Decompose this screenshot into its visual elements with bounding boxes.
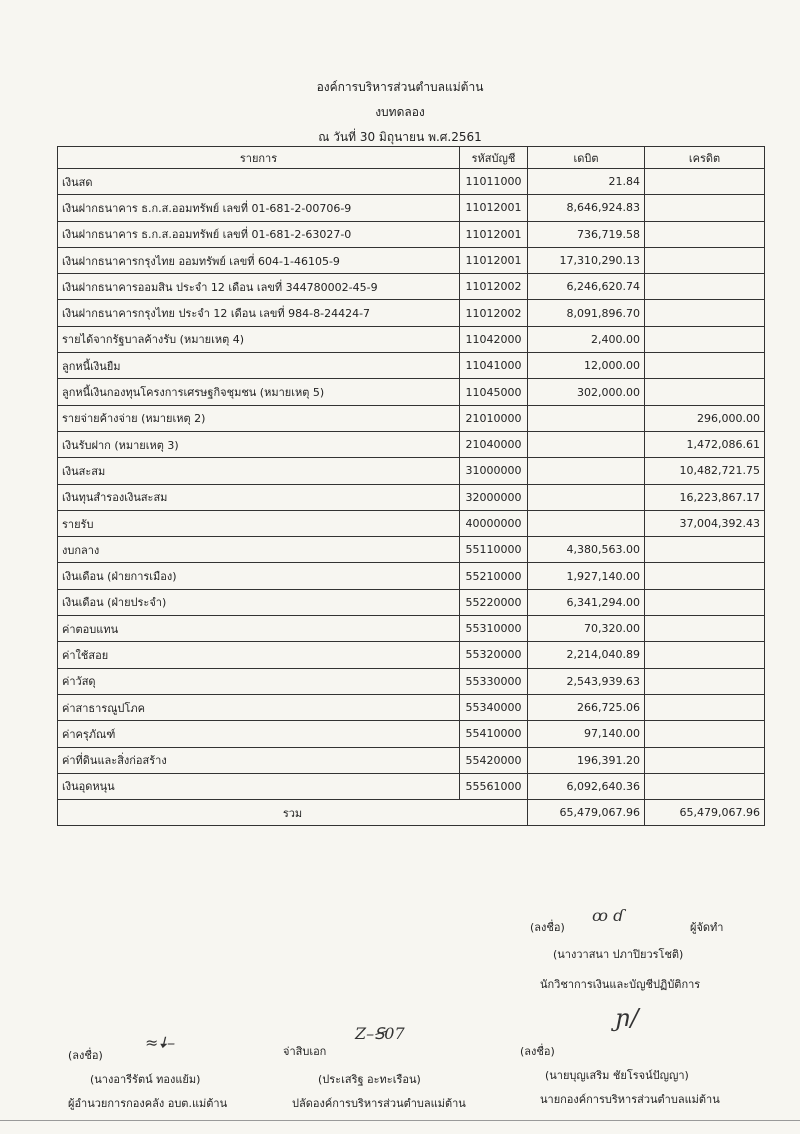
finance-director-sign-prefix: (ลงชื่อ) — [68, 1049, 103, 1062]
row-credit — [645, 221, 765, 247]
deputy-name: (ประเสริฐ อะทะเรือน) — [318, 1073, 421, 1086]
row-credit — [645, 563, 765, 589]
row-credit — [645, 274, 765, 300]
row-code: 55410000 — [460, 721, 528, 747]
row-code: 11012001 — [460, 195, 528, 221]
chief-sign-prefix: (ลงชื่อ) — [520, 1045, 555, 1058]
row-code: 11012001 — [460, 221, 528, 247]
row-item: ค่าวัสดุ — [58, 668, 460, 694]
row-debit — [528, 458, 645, 484]
row-credit — [645, 537, 765, 563]
row-debit: 736,719.58 — [528, 221, 645, 247]
chief-position: นายกองค์การบริหารส่วนตำบลแม่ต้าน — [540, 1093, 720, 1106]
row-debit — [528, 484, 645, 510]
finance-director-signature: ≈🠇– — [145, 1033, 176, 1052]
preparer-position: นักวิชาการเงินและบัญชีปฏิบัติการ — [540, 978, 701, 991]
row-debit: 12,000.00 — [528, 353, 645, 379]
table-row — [58, 274, 765, 300]
row-code: 55110000 — [460, 537, 528, 563]
row-item: ค่าใช้สอย — [58, 642, 460, 668]
table-row — [58, 642, 765, 668]
preparer-signature: ꝏ ɗ — [592, 906, 624, 925]
chief-signature: ɲ/ — [615, 1004, 639, 1032]
row-debit: 2,214,040.89 — [528, 642, 645, 668]
table-row — [58, 484, 765, 510]
row-code: 11012002 — [460, 274, 528, 300]
table-row — [58, 510, 765, 536]
preparer-sign-prefix: (ลงชื่อ) — [530, 921, 565, 934]
row-item: ค่าครุภัณฑ์ — [58, 721, 460, 747]
row-credit — [645, 642, 765, 668]
row-debit: 6,092,640.36 — [528, 773, 645, 799]
row-debit: 8,091,896.70 — [528, 300, 645, 326]
row-item: รายจ่ายค้างจ่าย (หมายเหตุ 2) — [58, 405, 460, 431]
row-item: เงินฝากธนาคารออมสิน ประจำ 12 เดือน เลขที่ 344780002-45-9 — [58, 274, 460, 300]
row-debit: 196,391.20 — [528, 747, 645, 773]
table-row — [58, 773, 765, 799]
row-credit — [645, 247, 765, 273]
table-row — [58, 721, 765, 747]
row-debit: 8,646,924.83 — [528, 195, 645, 221]
row-debit — [528, 405, 645, 431]
row-item: ค่าที่ดินและสิ่งก่อสร้าง — [58, 747, 460, 773]
row-item: เงินเดือน (ฝ่ายการเมือง) — [58, 563, 460, 589]
document-date: ณ วันที่ 30 มิถุนายน พ.ศ.2561 — [318, 130, 482, 144]
row-code: 55310000 — [460, 616, 528, 642]
row-code: 11042000 — [460, 326, 528, 352]
table-row — [58, 247, 765, 273]
row-debit: 70,320.00 — [528, 616, 645, 642]
table-row — [58, 747, 765, 773]
row-code: 55210000 — [460, 563, 528, 589]
row-code: 55330000 — [460, 668, 528, 694]
row-code: 11012001 — [460, 247, 528, 273]
row-code: 55420000 — [460, 747, 528, 773]
row-item: เงินฝากธนาคาร ธ.ก.ส.ออมทรัพย์ เลขที่ 01-681-2-00706-9 — [58, 195, 460, 221]
row-credit: 1,472,086.61 — [645, 431, 765, 457]
row-code: 55340000 — [460, 694, 528, 720]
row-debit: 2,400.00 — [528, 326, 645, 352]
total-row — [58, 800, 765, 826]
row-debit: 21.84 — [528, 169, 645, 195]
deputy-signature: Z–Ꞩ07 — [355, 1024, 405, 1043]
row-item: เงินเดือน (ฝ่ายประจำ) — [58, 589, 460, 615]
table-header-row — [58, 147, 765, 169]
row-credit — [645, 353, 765, 379]
org-name: องค์การบริหารส่วนตำบลแม่ต้าน — [316, 80, 484, 94]
row-credit — [645, 773, 765, 799]
page-edge — [0, 1120, 800, 1121]
column-header-code: รหัสบัญชี — [460, 147, 528, 169]
finance-director-name: (นางอารีรัตน์ ทองแย้ม) — [90, 1073, 201, 1086]
row-code: 11012002 — [460, 300, 528, 326]
table-row — [58, 169, 765, 195]
trial-balance-table — [57, 146, 765, 826]
row-code: 21040000 — [460, 431, 528, 457]
table-row — [58, 431, 765, 457]
row-debit: 97,140.00 — [528, 721, 645, 747]
row-code: 32000000 — [460, 484, 528, 510]
chief-name: (นายบุญเสริม ชัยโรจน์ปัญญา) — [545, 1069, 689, 1082]
table-row — [58, 221, 765, 247]
total-credit: 65,479,067.96 — [645, 800, 765, 826]
column-header-item: รายการ — [58, 147, 460, 169]
row-credit — [645, 616, 765, 642]
row-item: เงินฝากธนาคารกรุงไทย ออมทรัพย์ เลขที่ 604-1-46105-9 — [58, 247, 460, 273]
row-item: เงินฝากธนาคาร ธ.ก.ส.ออมทรัพย์ เลขที่ 01-681-2-63027-0 — [58, 221, 460, 247]
row-debit: 2,543,939.63 — [528, 668, 645, 694]
finance-director-position: ผู้อำนวยการกองคลัง อบต.แม่ต้าน — [68, 1097, 228, 1110]
row-credit: 296,000.00 — [645, 405, 765, 431]
table-row — [58, 563, 765, 589]
row-debit: 266,725.06 — [528, 694, 645, 720]
table-row — [58, 694, 765, 720]
row-debit — [528, 510, 645, 536]
row-debit: 302,000.00 — [528, 379, 645, 405]
row-item: ลูกหนี้เงินกองทุนโครงการเศรษฐกิจชุมชน (หมายเหตุ 5) — [58, 379, 460, 405]
row-item: เงินอุดหนุน — [58, 773, 460, 799]
row-credit: 10,482,721.75 — [645, 458, 765, 484]
row-credit: 16,223,867.17 — [645, 484, 765, 510]
table-row — [58, 300, 765, 326]
row-debit: 1,927,140.00 — [528, 563, 645, 589]
table-row — [58, 589, 765, 615]
table-row — [58, 405, 765, 431]
column-header-debit: เดบิต — [528, 147, 645, 169]
row-item: เงินรับฝาก (หมายเหตุ 3) — [58, 431, 460, 457]
row-credit — [645, 379, 765, 405]
row-item: เงินสะสม — [58, 458, 460, 484]
table-row — [58, 458, 765, 484]
row-debit: 6,341,294.00 — [528, 589, 645, 615]
row-code: 11041000 — [460, 353, 528, 379]
table-row — [58, 379, 765, 405]
total-label: รวม — [58, 800, 528, 826]
row-item: ค่าตอบแทน — [58, 616, 460, 642]
deputy-rank: จ่าสิบเอก — [283, 1045, 327, 1058]
row-code: 11045000 — [460, 379, 528, 405]
column-header-credit: เครดิต — [645, 147, 765, 169]
row-item: งบกลาง — [58, 537, 460, 563]
row-item: เงินสด — [58, 169, 460, 195]
deputy-position: ปลัดองค์การบริหารส่วนตำบลแม่ต้าน — [292, 1097, 466, 1110]
row-debit — [528, 431, 645, 457]
table-row — [58, 195, 765, 221]
row-debit: 4,380,563.00 — [528, 537, 645, 563]
document-title: งบทดลอง — [375, 105, 425, 119]
row-item: ค่าสาธารณูปโภค — [58, 694, 460, 720]
table-row — [58, 668, 765, 694]
preparer-role: ผู้จัดทำ — [690, 921, 724, 934]
table-row — [58, 537, 765, 563]
total-debit: 65,479,067.96 — [528, 800, 645, 826]
row-credit — [645, 589, 765, 615]
row-credit — [645, 668, 765, 694]
row-code: 21010000 — [460, 405, 528, 431]
row-credit — [645, 326, 765, 352]
row-credit — [645, 747, 765, 773]
row-code: 55220000 — [460, 589, 528, 615]
table-row — [58, 616, 765, 642]
row-item: ลูกหนี้เงินยืม — [58, 353, 460, 379]
preparer-name: (นางวาสนา ปภาปิยวรโชติ) — [553, 948, 684, 961]
row-debit: 6,246,620.74 — [528, 274, 645, 300]
row-code: 31000000 — [460, 458, 528, 484]
row-debit: 17,310,290.13 — [528, 247, 645, 273]
row-credit — [645, 721, 765, 747]
row-credit — [645, 300, 765, 326]
row-code: 55561000 — [460, 773, 528, 799]
row-code: 55320000 — [460, 642, 528, 668]
row-code: 11011000 — [460, 169, 528, 195]
row-credit — [645, 694, 765, 720]
row-item: เงินทุนสำรองเงินสะสม — [58, 484, 460, 510]
row-item: รายได้จากรัฐบาลค้างรับ (หมายเหตุ 4) — [58, 326, 460, 352]
row-item: รายรับ — [58, 510, 460, 536]
row-credit — [645, 195, 765, 221]
row-code: 40000000 — [460, 510, 528, 536]
row-item: เงินฝากธนาคารกรุงไทย ประจำ 12 เดือน เลขที่ 984-8-24424-7 — [58, 300, 460, 326]
table-row — [58, 326, 765, 352]
table-row — [58, 353, 765, 379]
row-credit: 37,004,392.43 — [645, 510, 765, 536]
row-credit — [645, 169, 765, 195]
